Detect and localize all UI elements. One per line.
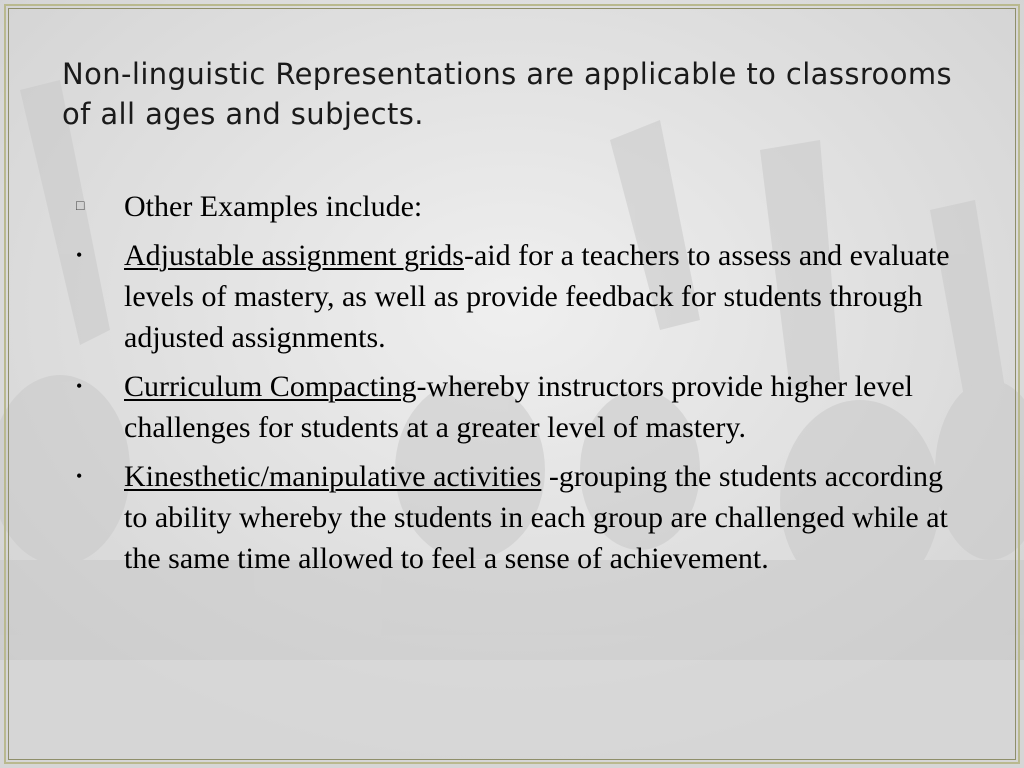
list-item <box>76 366 968 448</box>
item-term: Curriculum Compacting <box>124 370 417 403</box>
slide-title: Non-linguistic Representations are applicable to classrooms of all ages and subjects. <box>62 57 953 131</box>
intro-line <box>76 186 968 227</box>
intro-text: Other Examples include: <box>124 190 423 223</box>
list-item <box>76 235 968 358</box>
item-term: Adjustable assignment grids <box>124 239 464 272</box>
bullet-icon: • <box>76 245 83 265</box>
item-description: -whereby instructors provide higher level challenges for students at a greater level of mastery. <box>124 370 913 444</box>
item-description: -grouping the students according to ability whereby the students in each group are challenged while at the same time allowed to feel a sense of achievement. <box>124 460 948 575</box>
item-term: Kinesthetic/manipulative activities <box>124 460 542 493</box>
list-item <box>76 456 968 579</box>
empty-box-icon: □ <box>76 199 85 214</box>
bullet-icon: • <box>76 376 83 396</box>
item-description: -aid for a teachers to assess and evaluate levels of mastery, as well as provide feedback for students through adjusted assignments. <box>124 239 950 354</box>
bullet-icon: • <box>76 466 83 486</box>
bullet-list <box>76 186 976 587</box>
